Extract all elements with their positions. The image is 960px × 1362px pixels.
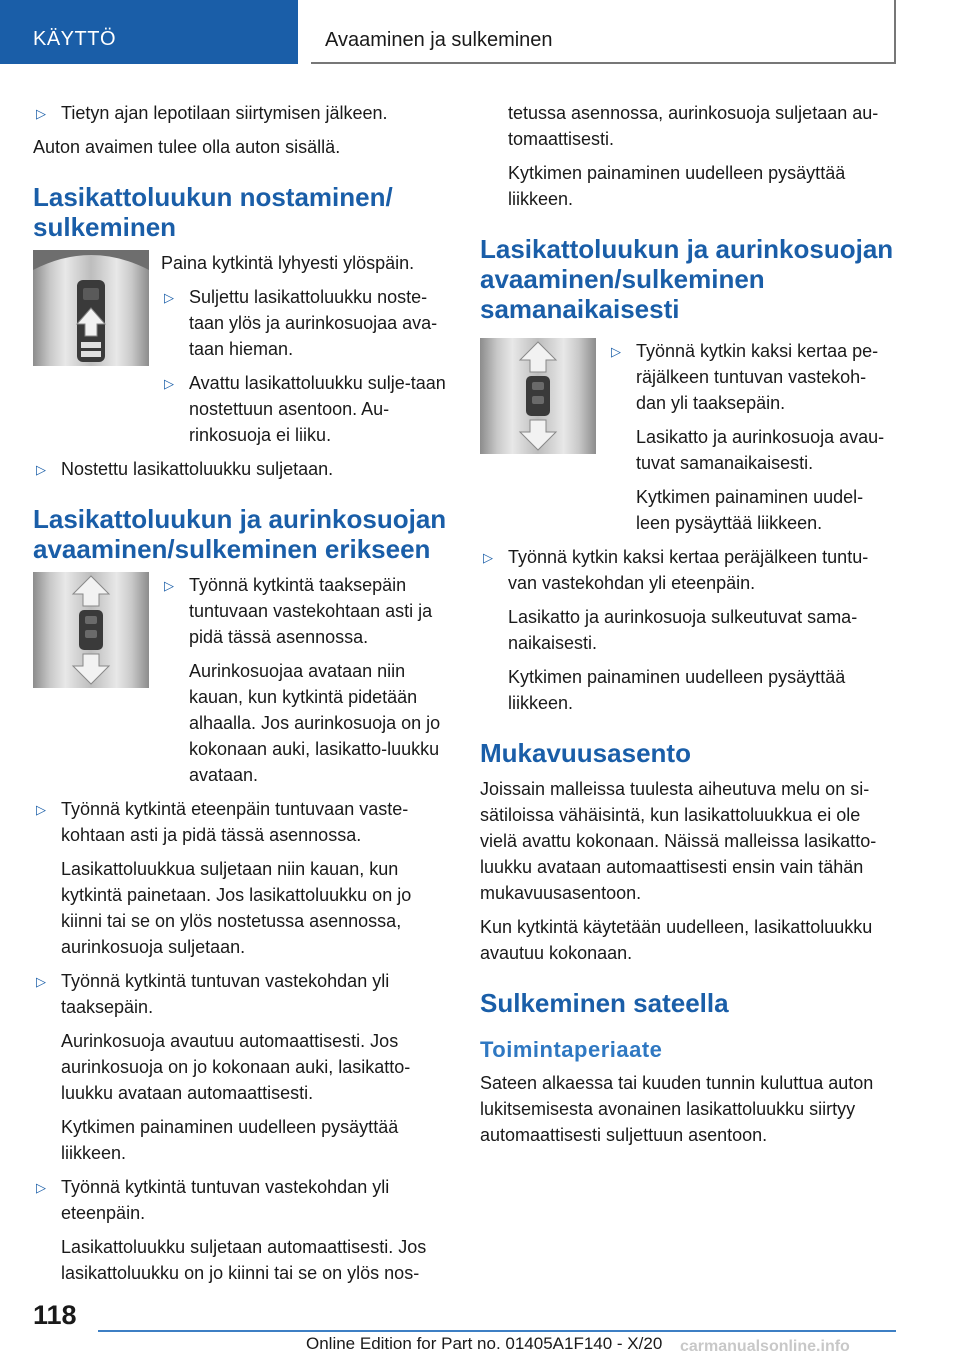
switch-up-illustration (33, 250, 149, 366)
list-item: ▷ Suljettu lasikattoluukku noste-taan ylös ja aurinkosuojaa ava-taan hieman. (164, 287, 438, 359)
heading-simultaneous: Lasikattoluukun ja aurinkosuojan avaaminen/sulkeminen samanaikaisesti (480, 234, 894, 324)
heading-comfort: Mukavuusasento (480, 738, 691, 768)
triangle-bullet-icon: ▷ (36, 974, 46, 989)
paragraph: Paina kytkintä lyhyesti ylöspäin. (161, 253, 415, 273)
paragraph: Joissain malleissa tuulesta aiheutuva melu on si-sätiloissa vähäisintä, kun lasikattoluukkua ei ole vielä avattu kokonaan. Näissä malleissa lasikatto-luukku avataan automaattisesti ensin vain tähän mukavuusasentoon. (480, 779, 877, 903)
illustration-row (480, 338, 896, 544)
triangle-bullet-icon: ▷ (483, 550, 493, 565)
right-column (480, 100, 896, 1156)
list-item: ▷ Avattu lasikattoluukku sulje-taan nostettuun asentoon. Au-rinkosuoja ei liiku. (164, 373, 446, 445)
switch-up-down-illustration (480, 338, 596, 454)
list-item: ▷ Työnnä kytkintä eteenpäin tuntuvaan vaste-kohtaan asti ja pidä tässä asennossa. Lasikattoluukkua suljetaan niin kauan, kun kytkintä painetaan. Jos lasikattoluukku on jo kiinni tai se on ylös nostetussa asennossa, aurinkosuoja suljetaan. (36, 799, 412, 957)
page-number: 118 (33, 1300, 77, 1330)
triangle-bullet-icon: ▷ (36, 1180, 46, 1195)
watermark: carmanualsonline.info (680, 1338, 850, 1355)
paragraph: Kun kytkintä käytetään uudelleen, lasikattoluukku avautuu kokonaan. (480, 917, 873, 963)
triangle-bullet-icon: ▷ (164, 376, 174, 391)
triangle-bullet-icon: ▷ (36, 802, 46, 817)
paragraph: Sateen alkaessa tai kuuden tunnin kuluttua auton lukitsemisesta avonainen lasikattoluukku siirtyy automaattisesti suljettuun asentoon. (480, 1073, 874, 1145)
header-chapter-label: Avaaminen ja sulkeminen (325, 29, 553, 51)
list-item: ▷ Työnnä kytkintä tuntuvan vastekohdan yli eteenpäin. Lasikattoluukku suljetaan automaattisesti. Jos lasikattoluukku on jo kiinni tai se on ylös nos- (36, 1177, 427, 1283)
list-item: ▷ Nostettu lasikattoluukku suljetaan. (33, 456, 448, 482)
triangle-bullet-icon: ▷ (36, 462, 46, 477)
heading-raise-close: Lasikattoluukun nostaminen/ sulkeminen (33, 182, 393, 242)
list-item: ▷ Työnnä kytkintä taaksepäin tuntuvaan vastekohtaan asti ja pidä tässä asennossa. Aurinkosuojaa avataan niin kauan, kun kytkintä pidetään alhaalla. Jos aurinkosuoja on jo kokonaan auki, lasikatto-luukku avataan. (164, 575, 441, 785)
list-item: ▷ Työnnä kytkintä tuntuvan vastekohdan yli taaksepäin. Aurinkosuoja avautuu automaattisesti. Jos aurinkosuoja on jo kokonaan auki, lasikatto-luukku avataan automaattisesti. Kytkimen painaminen uudelleen pysäyttää liikkeen. (36, 971, 411, 1163)
triangle-bullet-icon: ▷ (36, 106, 46, 121)
paragraph: tetussa asennossa, aurinkosuoja suljetaan au-tomaattisesti. (508, 103, 879, 149)
list-item: ▷ Työnnä kytkin kaksi kertaa peräjälkeen tuntu-van vastekohdan yli eteenpäin. Lasikatto ja aurinkosuoja sulkeutuvat sama-naikaisesti. Kytkimen painaminen uudelleen pysäyttää liikkeen. (483, 547, 869, 713)
switch-up-down-illustration (33, 572, 149, 688)
subheading-principle: Toimintaperiaate (480, 1037, 663, 1062)
triangle-bullet-icon: ▷ (611, 344, 621, 359)
footer-divider (98, 1330, 896, 1332)
list-item: ▷ Tietyn ajan lepotilaan siirtymisen jälkeen. (33, 100, 448, 126)
heading-separate: Lasikattoluukun ja aurinkosuojan avaaminen/sulkeminen erikseen (33, 504, 447, 564)
heading-rain: Sulkeminen sateella (480, 988, 729, 1018)
triangle-bullet-icon: ▷ (164, 578, 174, 593)
list-item: ▷ Työnnä kytkin kaksi kertaa pe-räjälkeen tuntuvan vastekoh-dan yli taaksepäin. Lasikatto ja aurinkosuoja avau-tuvat samanaikaisesti. Kytkimen painaminen uudel-leen pysäyttää liikkeen. (611, 341, 885, 533)
paragraph: Kytkimen painaminen uudelleen pysäyttää liikkeen. (508, 163, 846, 209)
paragraph: Auton avaimen tulee olla auton sisällä. (33, 137, 341, 157)
triangle-bullet-icon: ▷ (164, 290, 174, 305)
header-section-tab (0, 0, 298, 64)
footer-edition: Online Edition for Part no. 01405A1F140 - X/20 (306, 1334, 663, 1353)
illustration-row (33, 572, 448, 796)
left-column (33, 100, 448, 1294)
illustration-row (33, 250, 448, 456)
header-chapter-box (311, 0, 896, 64)
header-section-label: KÄYTTÖ (33, 28, 117, 50)
